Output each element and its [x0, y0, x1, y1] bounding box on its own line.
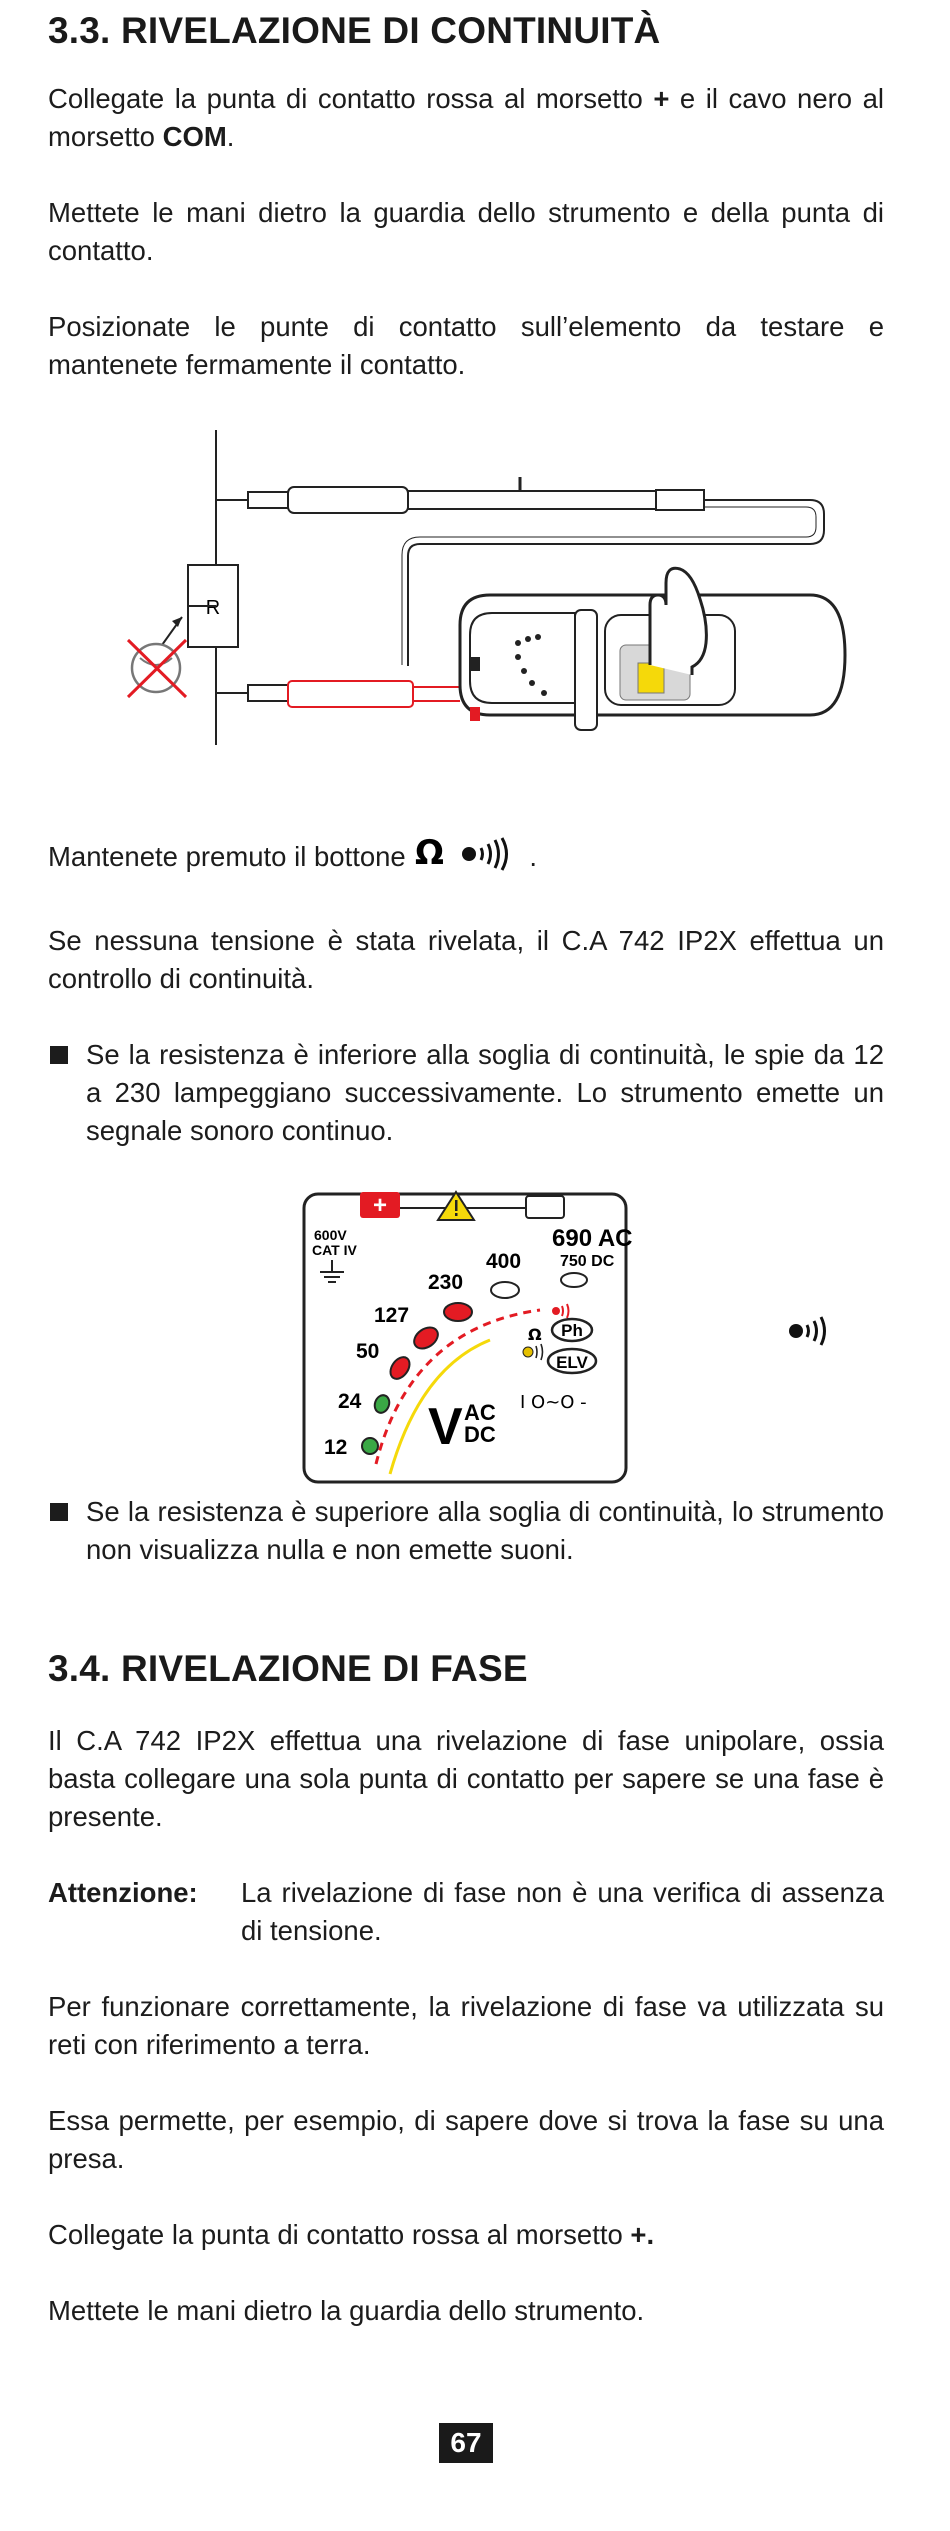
text-fragment: .: [529, 841, 538, 872]
bullet-text: Se la resistenza è superiore alla soglia di continuità, lo strumento non visualizza nulla e non emette suoni.: [86, 1496, 884, 1565]
label-24: 24: [338, 1390, 362, 1413]
paragraph-connect-red-probe: [48, 2216, 884, 2254]
section-heading-continuity: 3.3. RIVELAZIONE DI CONTINUITÀ: [48, 10, 661, 51]
label-dc: DC: [464, 1422, 496, 1447]
paragraph-hold-button: [48, 836, 884, 876]
led-12: [362, 1438, 378, 1454]
warning-note: [48, 1874, 884, 1950]
paragraph-position-probes: Posizionate le punte di contatto sull’elemento da testare e mantenete fermamente il contatto.: [48, 311, 884, 380]
continuity-test-illustration: [120, 425, 860, 755]
bullet-text: Se la resistenza è inferiore alla soglia di continuità, le spie da 12 a 230 lampeggiano successivamente. Lo strumento emette un segnale sonoro continuo.: [86, 1039, 884, 1146]
switch-symbols: I O~O -: [520, 1392, 587, 1413]
crossed-lamp-icon: [128, 640, 186, 697]
plus-terminal-label: +.: [630, 2219, 655, 2250]
ohm-buzzer-button-icon: [413, 836, 529, 872]
paragraph-connect-probes: [48, 80, 884, 156]
page-number: 67: [439, 2423, 493, 2463]
label-50: 50: [356, 1340, 380, 1363]
label-12: 12: [324, 1436, 348, 1459]
bullet-square: [50, 1503, 68, 1521]
bullet-resistance-lower: [48, 1036, 884, 1150]
label-127: 127: [374, 1304, 410, 1327]
black-probe: [248, 477, 704, 513]
resistor-label: R: [205, 597, 221, 619]
label-elv: ELV: [556, 1353, 588, 1372]
plus-terminal-label: +: [653, 83, 670, 114]
text-fragment: e il cavo nero al morsetto: [48, 83, 885, 152]
category-rating-class: CAT IV: [312, 1242, 357, 1258]
label-690-ac: 690 AC: [552, 1225, 633, 1252]
display-panel-illustration: [300, 1188, 830, 1490]
label-ph: Ph: [561, 1321, 583, 1340]
pressing-hand-icon: [650, 568, 706, 675]
text-fragment: Collegate la punta di contatto rossa al morsetto: [48, 83, 654, 114]
led-690: [561, 1273, 587, 1287]
led-230: [444, 1303, 472, 1321]
label-ac: AC: [464, 1400, 496, 1425]
warning-text: La rivelazione di fase non è una verifica di assenza di tensione.: [241, 1877, 884, 1946]
paragraph-phase-detection: Il C.A 742 IP2X effettua una rivelazione di fase unipolare, ossia basta collegare una sola punta di contatto per sapere se una fase è presente.: [48, 1725, 884, 1832]
warning-label: Attenzione:: [48, 1877, 198, 1908]
bullet-resistance-higher: [48, 1493, 884, 1569]
label-v: V: [428, 1398, 463, 1456]
paragraph-earth-reference: Per funzionare correttamente, la rivelazione di fase va utilizzata su reti con riferimento a terra.: [48, 1991, 884, 2060]
label-750-dc: 750 DC: [560, 1253, 615, 1270]
label-400: 400: [486, 1250, 522, 1273]
text-fragment: Mantenete premuto il bottone: [48, 841, 406, 872]
manual-book-icon: [526, 1196, 564, 1218]
bullet-square: [50, 1046, 68, 1064]
paragraph-hands-guard-2: Mettete le mani dietro la guardia dello strumento.: [48, 2295, 645, 2326]
com-terminal-label: COM: [162, 121, 227, 152]
paragraph-socket-example: Essa permette, per esempio, di sapere dove si trova la fase su una presa.: [48, 2105, 884, 2174]
category-rating: 600V: [314, 1227, 347, 1243]
text-fragment: .: [226, 121, 235, 152]
svg-text:Ω: Ω: [528, 1325, 542, 1344]
paragraph-continuity-check: Se nessuna tensione è stata rivelata, il C.A 742 IP2X effettua un controllo di continuità.: [48, 925, 884, 994]
paragraph-hands-guard: Mettete le mani dietro la guardia dello strumento e della punta di contatto.: [48, 197, 884, 266]
red-probe: [248, 681, 460, 707]
svg-text:Ω: Ω: [415, 836, 445, 872]
section-heading-phase: 3.4. RIVELAZIONE DI FASE: [48, 1648, 528, 1689]
buzzer-sound-icon: [789, 1317, 825, 1345]
text-fragment: Collegate la punta di contatto rossa al morsetto: [48, 2219, 631, 2250]
label-230: 230: [428, 1271, 464, 1294]
led-400: [491, 1282, 519, 1298]
plus-sign: +: [372, 1192, 388, 1219]
